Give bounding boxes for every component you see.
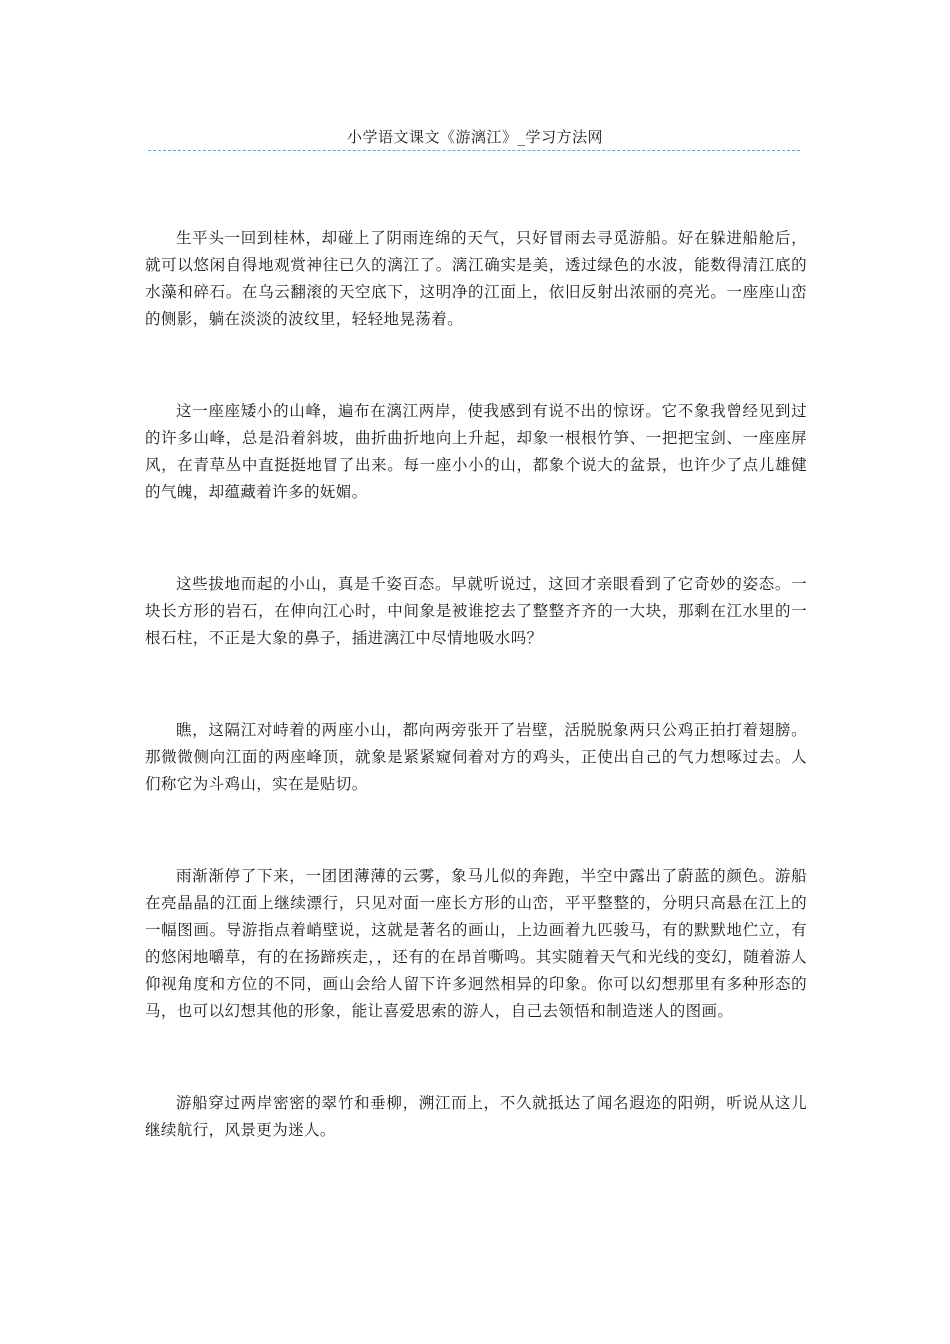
article-body	[145, 225, 807, 1144]
paragraph-2: 这一座座矮小的山峰，遍布在漓江两岸，使我感到有说不出的惊讶。它不象我曾经见到过的许多山峰，总是沿着斜坡，曲折曲折地向上升起，却象一根根竹笋、一把把宝剑、一座座屏风，在青草丛中直挺挺地冒了出来。每一座小小的山，都象个说大的盆景，也许少了点儿雄健的气魄，却蕴藏着许多的妩媚。	[145, 402, 807, 501]
paragraph-5: 雨渐渐停了下来，一团团薄薄的云雾，象马儿似的奔跑，半空中露出了蔚蓝的颜色。游船在亮晶晶的江面上继续漂行，只见对面一座长方形的山峦，平平整整的，分明只高悬在江上的一幅图画。导游指点着峭壁说，这就是著名的画山，上边画着九匹骏马，有的默默地伫立，有的悠闲地嚼草，有的在扬蹄疾走，，还有的在昂首嘶鸣。其实随着天气和光线的变幻，随着游人仰视角度和方位的不同，画山会给人留下许多迥然相异的印象。你可以幻想那里有多种形态的马，也可以幻想其他的形象，能让喜爱思索的游人，自己去领悟和制造迷人的图画。	[145, 867, 807, 1020]
paragraph-1: 生平头一回到桂林，却碰上了阴雨连绵的天气，只好冒雨去寻觅游船。好在躲进船舱后，就可以悠闲自得地观赏神往已久的漓江了。漓江确实是美，透过绿色的水波，能数得清江底的水藻和碎石。在乌云翻滚的天空底下，这明净的江面上，依旧反射出浓丽的亮光。一座座山峦的侧影，躺在淡淡的波纹里，轻轻地晃荡着。	[145, 229, 807, 328]
title-divider	[148, 150, 800, 151]
paragraph-6: 游船穿过两岸密密的翠竹和垂柳，溯江而上，不久就抵达了闻名遐迩的阳朔，听说从这儿继续航行，风景更为迷人。	[145, 1094, 807, 1139]
paragraph-3: 这些拔地而起的小山，真是千姿百态。早就听说过，这回才亲眼看到了它奇妙的姿态。一块长方形的岩石，在伸向江心时，中间象是被谁挖去了整整齐齐的一大块，那剩在江水里的一根石柱，不正是大象的鼻子，插进漓江中尽情地吸水吗？	[145, 575, 807, 647]
page-title: 小学语文课文《游漓江》_学习方法网	[346, 128, 603, 146]
paragraph-4: 瞧，这隔江对峙着的两座小山，都向两旁张开了岩壁，活脱脱象两只公鸡正拍打着翅膀。那微微侧向江面的两座峰顶，就象是紧紧窥伺着对方的鸡头，正使出自己的气力想啄过去。人们称它为斗鸡山，实在是贴切。	[145, 721, 807, 793]
